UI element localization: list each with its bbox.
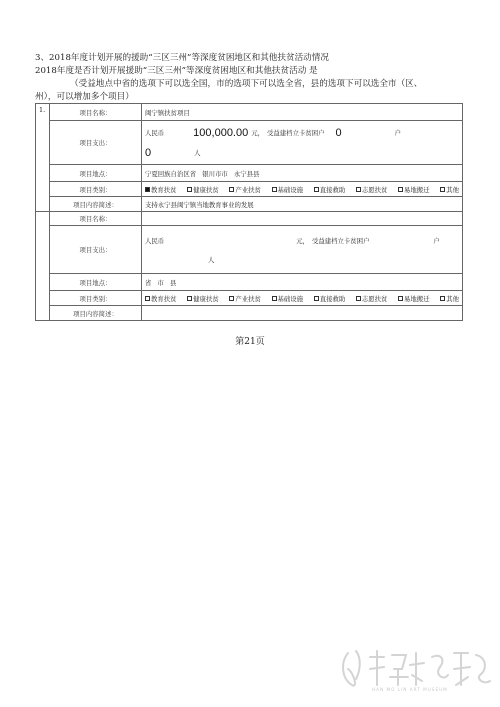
project-name-label: 项目名称： <box>50 212 142 226</box>
households-unit: 户 <box>433 236 440 245</box>
checkbox[interactable] <box>272 187 277 192</box>
checkbox[interactable] <box>398 187 403 192</box>
people-unit: 人 <box>208 255 215 264</box>
type-option-label: 教育扶贫 <box>151 294 177 303</box>
type-option[interactable] <box>229 185 261 194</box>
city-value: 银川市市 <box>202 169 228 178</box>
beneficiary-label: 受益建档立卡贫困户 <box>267 129 325 137</box>
checkbox[interactable] <box>440 187 445 192</box>
project-1-type-field <box>142 182 463 197</box>
project-2-location-field[interactable] <box>142 274 463 291</box>
type-option[interactable] <box>272 185 304 194</box>
type-option[interactable] <box>398 294 430 303</box>
project-2-location-row <box>36 274 463 291</box>
project-1-name-field[interactable]: 闽宁镇扶贫项目 <box>142 104 463 121</box>
instruction-note-cont: 州），可以增加多个项目） <box>35 92 134 102</box>
project-form <box>35 103 463 321</box>
people-unit: 人 <box>194 149 201 157</box>
type-option[interactable] <box>356 185 388 194</box>
project-2-index <box>36 212 50 321</box>
project-1-expense-row <box>36 121 463 165</box>
checkbox[interactable] <box>398 296 403 301</box>
project-2-name-row <box>36 212 463 226</box>
museum-watermark-text: HAN MO LIN ART MUSEUM <box>372 687 448 692</box>
type-option-label: 志愿扶贫 <box>361 185 388 194</box>
project-location-label: 项目地点： <box>50 165 142 182</box>
checkbox[interactable] <box>187 296 192 301</box>
project-2-content-field[interactable] <box>142 306 463 321</box>
project-2-expense-field[interactable] <box>142 226 463 274</box>
project-content-label: 项目内容简述： <box>50 306 142 321</box>
type-option-label: 产业扶贫 <box>235 185 261 194</box>
page-number: 第21页 <box>235 337 265 347</box>
yuan-unit: 元， <box>296 236 309 245</box>
households-unit: 户 <box>394 129 402 137</box>
type-option[interactable] <box>440 185 459 194</box>
type-option[interactable] <box>187 185 219 194</box>
type-option-label: 易地搬迁 <box>404 185 430 194</box>
project-1-content-row <box>36 197 463 212</box>
museum-watermark-logo <box>336 645 496 693</box>
type-option[interactable] <box>145 185 177 194</box>
type-option[interactable] <box>272 294 304 303</box>
project-1-expense-field[interactable] <box>142 121 463 165</box>
checkbox[interactable] <box>229 187 234 192</box>
type-option-label: 产业扶贫 <box>235 294 261 303</box>
people-value: 0 <box>145 146 152 159</box>
project-location-label: 项目地点： <box>50 274 142 291</box>
type-option-label: 健康扶贫 <box>193 185 219 194</box>
project-2-expense-row <box>36 226 463 274</box>
project-1-content-field[interactable]: 支持永宁县闽宁镇当地教育事业的发展 <box>142 197 463 212</box>
amount-value: 100,000.00 <box>193 126 249 139</box>
project-type-options <box>145 294 459 303</box>
province-value: 宁夏回族自治区省 <box>145 169 197 178</box>
project-content-label: 项目内容简述： <box>50 197 142 212</box>
type-option[interactable] <box>440 294 459 303</box>
type-option-label: 直接救助 <box>319 294 346 303</box>
type-option-label: 基础设施 <box>277 185 304 194</box>
type-option-label: 其他 <box>446 185 459 194</box>
type-option[interactable] <box>145 294 177 303</box>
type-option-label: 直接救助 <box>319 185 346 194</box>
project-1-location-row <box>36 165 463 182</box>
checkbox[interactable] <box>145 296 150 301</box>
project-name-label: 项目名称： <box>50 104 142 121</box>
type-option-label: 志愿扶贫 <box>361 294 388 303</box>
checkbox[interactable] <box>272 296 277 301</box>
project-expense-label: 项目支出： <box>50 226 142 274</box>
checkbox[interactable] <box>314 296 319 301</box>
checkbox-checked[interactable] <box>145 187 150 192</box>
project-2-type-field <box>142 291 463 306</box>
checkbox[interactable] <box>356 187 361 192</box>
project-2-type-row <box>36 291 463 306</box>
instruction-note: （受益地点中省的选项下可以选全国，市的选项下可以选全省，县的选项下可以选全市（区、 <box>70 79 423 89</box>
type-option-label: 其他 <box>446 294 459 303</box>
project-1-name-row <box>36 104 463 121</box>
project-1-type-row <box>36 182 463 197</box>
type-option[interactable] <box>398 185 430 194</box>
checkbox[interactable] <box>356 296 361 301</box>
beneficiary-label: 受益建档立卡贫困户 <box>311 236 370 245</box>
checkbox[interactable] <box>440 296 445 301</box>
checkbox[interactable] <box>229 296 234 301</box>
project-type-label: 项目类别： <box>50 291 142 306</box>
project-type-label: 项目类别： <box>50 182 142 197</box>
city-value: 市 <box>157 278 164 287</box>
checkbox[interactable] <box>314 187 319 192</box>
project-2-content-row <box>36 306 463 321</box>
county-value: 永宁县县 <box>233 169 260 178</box>
plan-question: 2018年度是否计划开展援助“三区三州”等深度贫困地区和其他扶贫活动 是 <box>35 66 318 76</box>
households-value: 0 <box>335 126 342 139</box>
type-option[interactable] <box>356 294 388 303</box>
currency-label: 人民币 <box>145 129 165 137</box>
section-heading: 3、2018年度计划开展的援助“三区三州”等深度贫困地区和其他扶贫活动情况 <box>35 53 329 63</box>
province-value: 省 <box>145 278 152 287</box>
county-value: 县 <box>170 278 177 287</box>
type-option[interactable] <box>187 294 219 303</box>
type-option[interactable] <box>229 294 261 303</box>
project-expense-label: 项目支出： <box>50 121 142 165</box>
type-option-label: 易地搬迁 <box>404 294 430 303</box>
yuan-unit: 元， <box>251 129 265 137</box>
project-type-options <box>145 185 459 194</box>
checkbox[interactable] <box>187 187 192 192</box>
type-option-label: 健康扶贫 <box>193 294 219 303</box>
type-option-label: 基础设施 <box>277 294 304 303</box>
currency-label: 人民币 <box>145 236 165 245</box>
type-option-label: 教育扶贫 <box>151 185 177 194</box>
type-option[interactable] <box>314 185 346 194</box>
project-1-location-field[interactable] <box>142 165 463 182</box>
project-1-index: 1. <box>36 104 50 212</box>
type-option[interactable] <box>314 294 346 303</box>
project-2-name-field[interactable] <box>142 212 463 226</box>
